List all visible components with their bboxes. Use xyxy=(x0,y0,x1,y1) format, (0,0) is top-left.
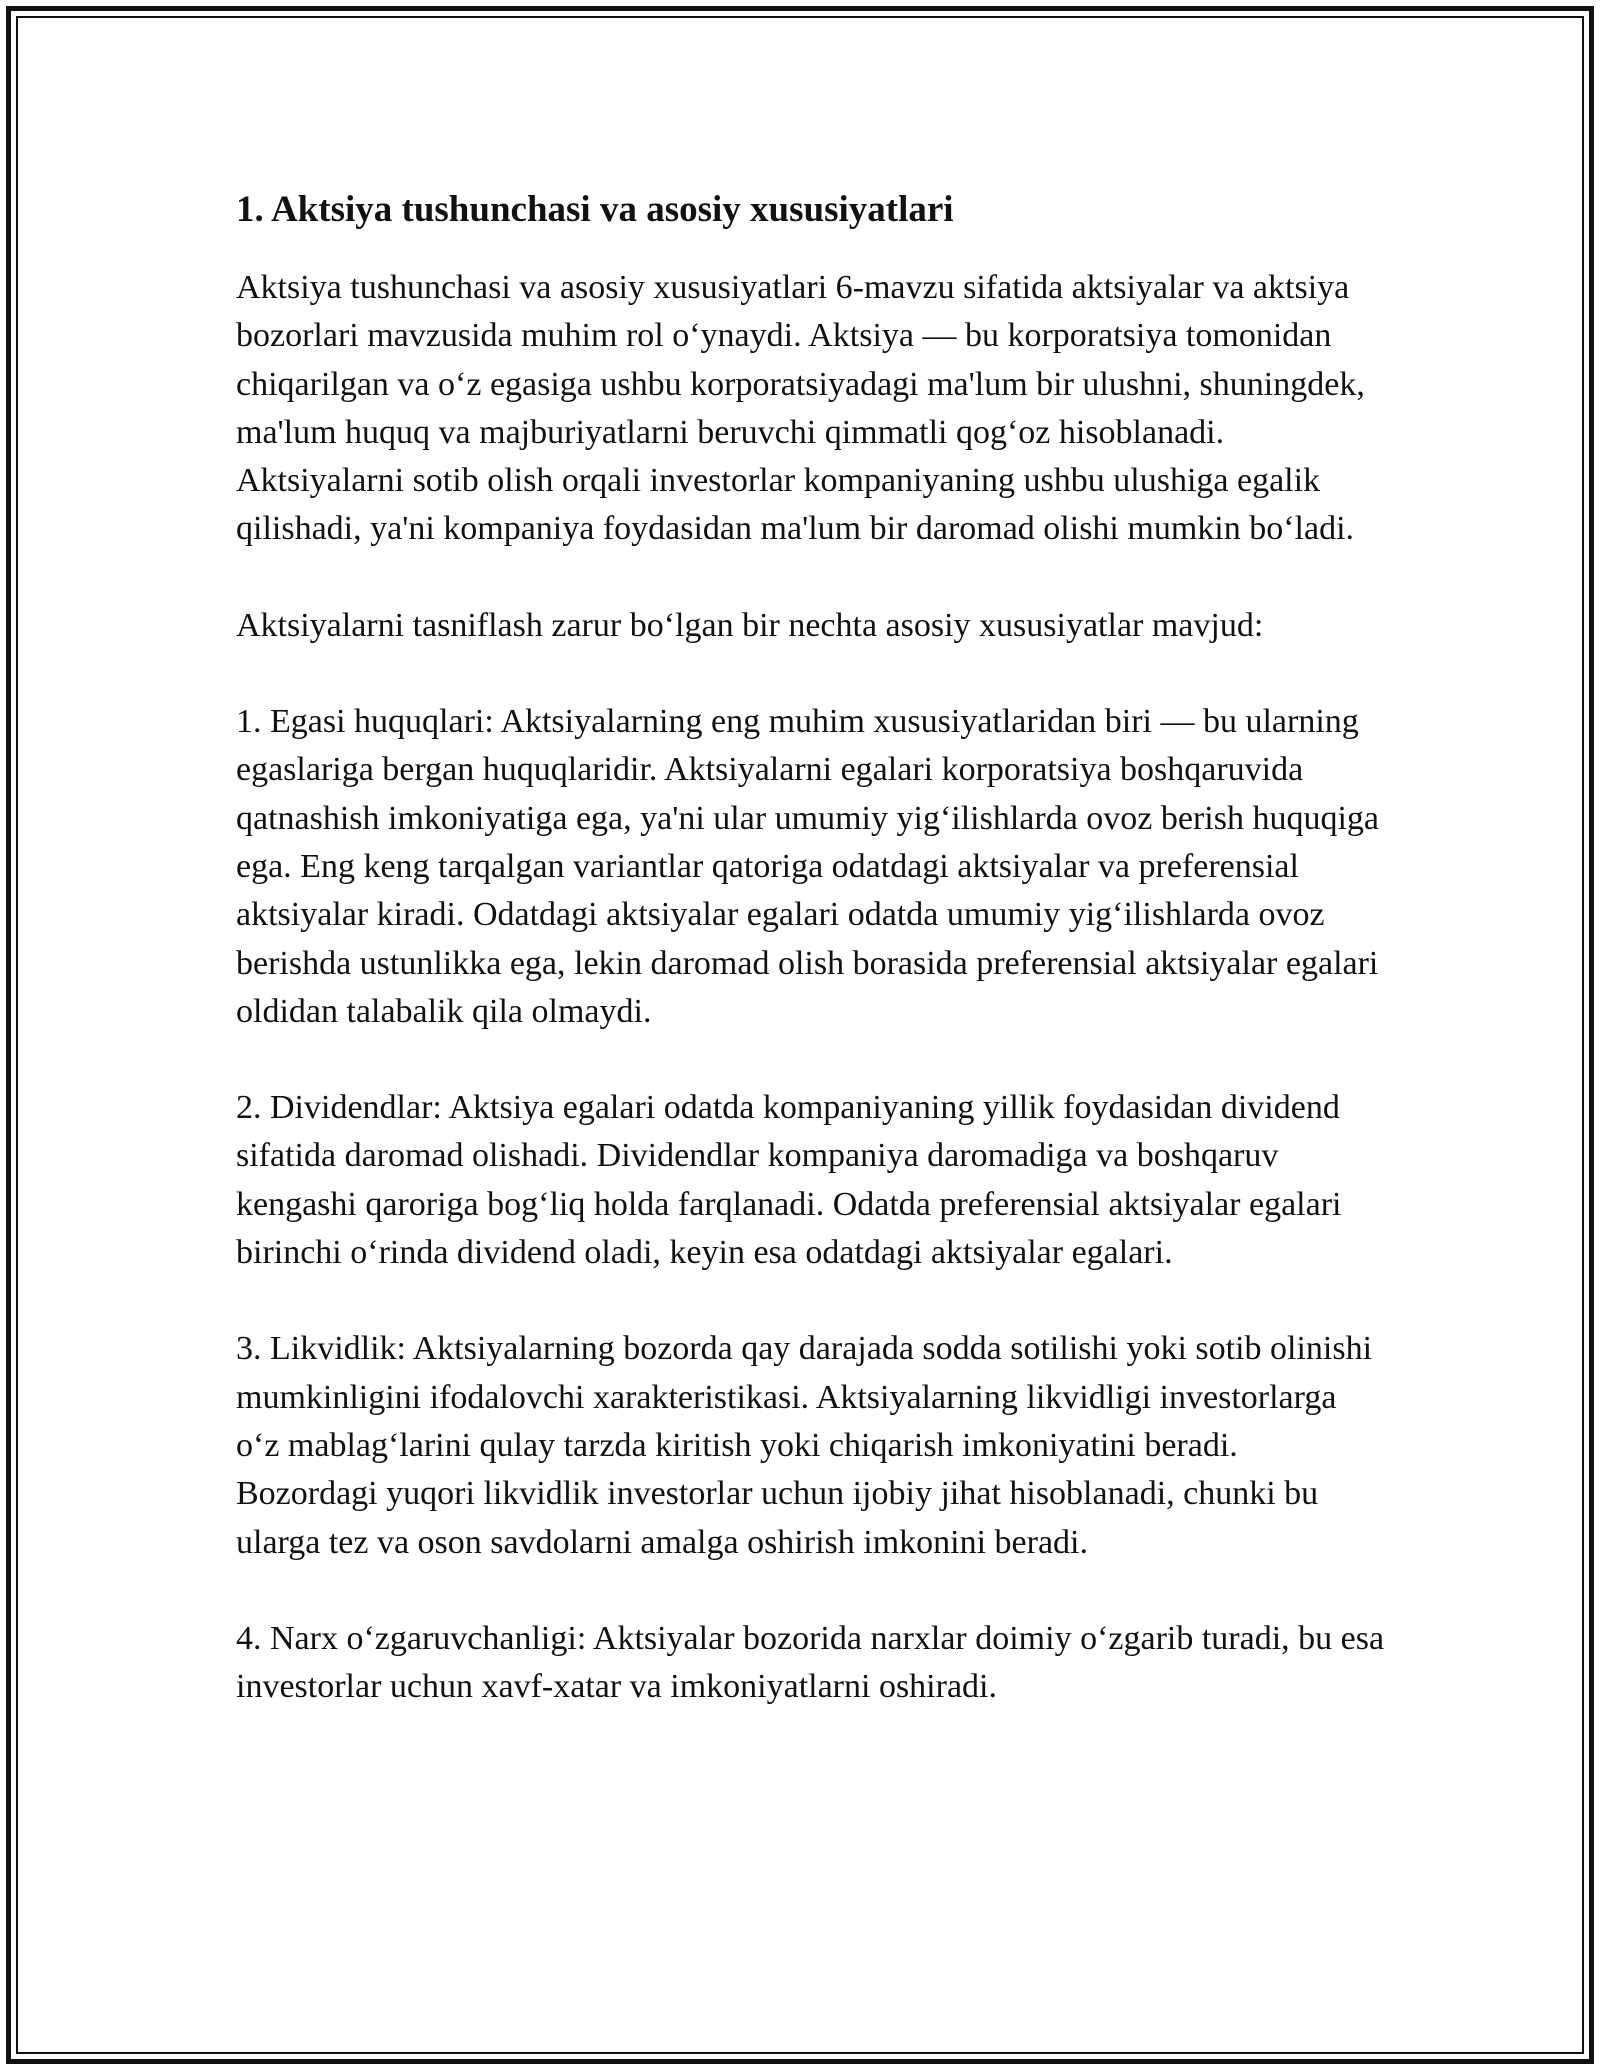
paragraph-liquidity: 3. Likvidlik: Aktsiyalarning bozorda qay darajada sodda sotilishi yoki sotib olinishi mumkinligini ifodalovchi xarakteristikasi. Aktsiyalarning likvidligi investorlarga o‘z mablag‘larini qulay tarzda kiritish yoki chiqarish imkoniyatini beradi. Bozordagi yuqori likvidlik investorlar uchun ijobiy jihat hisoblanadi, chunki bu ularga tez va oson savdolarni amalga oshirish imkonini beradi. xyxy=(236,1330,1373,1561)
paragraph-features-lead: Aktsiyalarni tasniflash zarur bo‘lgan bir nechta asosiy xususiyatlar mavjud: xyxy=(236,606,1264,644)
section-heading: 1. Aktsiya tushunchasi va asosiy xususiyatlari xyxy=(236,189,954,230)
paragraph-price-volatility: 4. Narx o‘zgaruvchanligi: Aktsiyalar bozorida narxlar doimiy o‘zgarib turadi, bu esa investorlar uchun xavf-xatar va imkoniyatlarni oshiradi. xyxy=(236,1619,1385,1706)
document-body xyxy=(236,186,1386,1711)
paragraph-intro: Aktsiya tushunchasi va asosiy xususiyatlari 6-mavzu sifatida aktsiyalar va aktsiya bozorlari mavzusida muhim rol o‘ynaydi. Aktsiya — bu korporatsiya tomonidan chiqarilgan va o‘z egasiga ushbu korporatsiyadagi ma'lum bir ulushni, shuningdek, ma'lum huquq va majburiyatlarni beruvchi qimmatli qog‘oz hisoblanadi. Aktsiyalarni sotib olish orqali investorlar kompaniyaning ushbu ulushiga egalik qilishadi, ya'ni kompaniya foydasidan ma'lum bir daromad olishi mumkin bo‘ladi. xyxy=(236,269,1365,548)
paragraph-owner-rights: 1. Egasi huquqlari: Aktsiyalarning eng muhim xususiyatlaridan biri — bu ularning egaslariga bergan huquqlaridir. Aktsiyalarni egalari korporatsiya boshqaruvida qatnashish imkoniyatiga ega, ya'ni ular umumiy yig‘ilishlarda ovoz berish huquqiga ega. Eng keng tarqalgan variantlar qatoriga odatdagi aktsiyalar va preferensial aktsiyalar kiradi. Odatdagi aktsiyalar egalari odatda umumiy yig‘ilishlarda ovoz berishda ustunlikka ega, lekin daromad olish borasida preferensial aktsiyalar egalari oldidan talabalik qila olmaydi. xyxy=(236,703,1380,1030)
paragraph-dividends: 2. Dividendlar: Aktsiya egalari odatda kompaniyaning yillik foydasidan dividend sifatida daromad olishadi. Dividendlar kompaniya daromadiga va boshqaruv kengashi qaroriga bog‘liq holda farqlanadi. Odatda preferensial aktsiyalar egalari birinchi o‘rinda dividend oladi, keyin esa odatdagi aktsiyalar egalari. xyxy=(236,1089,1342,1272)
